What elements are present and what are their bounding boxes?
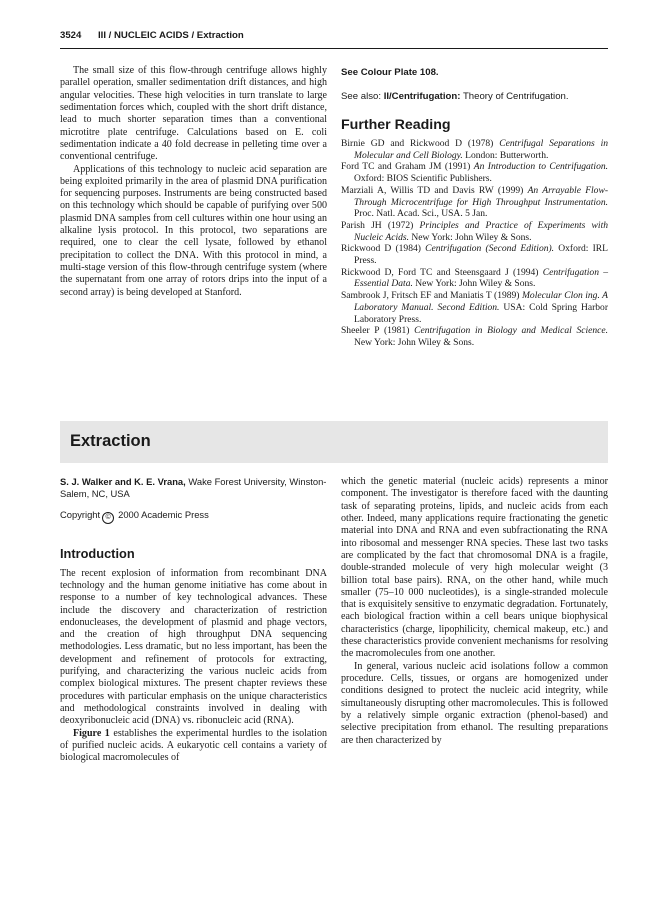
reference-item: Birnie GD and Rickwood D (1978) Centrifugal Separations in Molecular and Cell Biology. London: Butterworth. bbox=[341, 138, 609, 161]
body-paragraph: Figure 1 establishes the experimental hurdles to the isolation of purified nucleic acids. A eukaryotic cell contains a variety of biological macromolecules of bbox=[60, 727, 328, 764]
article-right-column bbox=[341, 476, 608, 747]
running-head bbox=[60, 28, 608, 49]
colour-plate-note: See Colour Plate 108. bbox=[341, 67, 439, 78]
see-also-link[interactable]: II/Centrifugation: bbox=[383, 91, 461, 102]
reference-item: Parish JH (1972) Principles and Practice of Experiments with Nucleic Acids. New York: John Wiley & Sons. bbox=[341, 219, 608, 243]
reference-item: Ford TC and Graham JM (1991) An Introduction to Centrifugation. Oxford: BIOS Scientific Publishers. bbox=[341, 161, 609, 185]
article-title-banner bbox=[60, 421, 608, 463]
author-line bbox=[60, 476, 327, 501]
body-paragraph: Applications of this technology to nucleic acid separation are being exploited primarily in the area of plasmid DNA purification for sequencing purposes. Instruments are being constructed based on this technology which should be capable of purifying over 500 plasmid DNA samples from cell cultures within one hour using an alkaline lysis protocol. In this protocol, two separations are required, one to clear the cell lysate, followed by ethanol precipitation to collect the DNA. With this protocol in mind, a multi-stage version of this flow-through centrifuge system (where the supernatant from one array of rotors drips into the input of a second array) is being developed at Stanford. bbox=[60, 163, 327, 298]
article-left-column bbox=[60, 476, 327, 765]
reference-item: Rickwood D, Ford TC and Steensgaard J (1994) Centrifugation – Essential Data. New York: John Wiley & Sons. bbox=[341, 266, 609, 290]
introduction-heading: Introduction bbox=[60, 545, 135, 561]
author-names: S. J. Walker and K. E. Vrana, bbox=[60, 476, 186, 487]
figure-reference[interactable]: Figure 1 bbox=[73, 727, 110, 739]
reference-item: Marziali A, Willis TD and Davis RW (1999) An Arrayable Flow-Through Microcentrifuge for High Throughput Instrumentation. Proc. Natl. Acad. Sci., USA. 5 Jan. bbox=[341, 184, 608, 220]
reference-item: Sheeler P (1981) Centrifugation in Biology and Medical Science. New York: John Wiley & Sons. bbox=[341, 325, 608, 348]
previous-article-right-column bbox=[341, 67, 608, 349]
page-number: 3524 bbox=[60, 30, 82, 41]
reference-list bbox=[341, 138, 608, 349]
reference-item: Sambrook J, Fritsch EF and Maniatis T (1989) Molecular Clon ing. A Laboratory Manual. Second Edition. USA: Cold Spring Harbor Laboratory Press. bbox=[341, 290, 609, 325]
further-reading-heading: Further Reading bbox=[341, 117, 451, 133]
author-affiliation: Wake Forest University, Winston-Salem, NC, USA bbox=[60, 476, 327, 500]
previous-article-left-column bbox=[60, 65, 327, 299]
body-paragraph: which the genetic material (nucleic acids) represents a minor component. The investigator is therefore faced with the daunting task of separating proteins, lipids, and nucleic acids from each other. Indeed, many applications require fractionating the genetic material into DNA and RNA and even subfractionating the RNA into ribosomal and messenger RNA species. These last two tasks are complicated by the fact that chromosomal DNA is a fragile, double-stranded molecule of very high molecular weight (3 billion total base pairs). RNA, on the other hand, while much smaller (75–10 000 nucleotides), is a single-stranded molecule that is exquisitely sensitive to enzymatic degradation. Fortunately, each biological fraction within a cell bears unique biophysical characteristics (charge, lipophilicity, chemical makeup, etc.) and these characteristics provide convenient mechanisms for resolving the macromolecules from one another. bbox=[341, 476, 608, 660]
reference-item: Rickwood D (1984) Centrifugation (Second Edition). Oxford: IRL Press. bbox=[341, 243, 608, 267]
body-paragraph: The recent explosion of information from recombinant DNA technology and the human genome initiative has come about in response to a number of key technological advances. These include the discovery and characterization of restriction endonucleases, the development of plasmid and phage vectors, and the creation of high throughput DNA sequencing methodologies. Less dramatic, but no less important, has been the development and refinement of protocols for extracting, purifying, and characterizing the various nucleic acids from complex biological mixtures. The present chapter reviews these procedures with particular emphasis on the unique characteristics and methodological constraints involved in dealing with deoxyribonucleic acid (DNA) vs. ribonucleic acid (RNA). bbox=[60, 567, 327, 727]
copyright-line: Copyright © 2000 Academic Press bbox=[60, 509, 327, 524]
see-also-note: See also: II/Centrifugation: Theory of Centrifugation. bbox=[341, 91, 569, 102]
section-path: III / NUCLEIC ACIDS / Extraction bbox=[98, 30, 244, 41]
article-title: Extraction bbox=[70, 432, 151, 450]
copyright-symbol: © bbox=[102, 512, 114, 524]
body-paragraph: The small size of this flow-through centrifuge allows highly parallel operation, smaller sedimentation drift distances, and high angular velocities. These high velocities in turn translate to large sedimentation forces which, coupled with the short drift distance, lead to much shorter separation times than a conventional microtitre plate centrifuge. Calculations based on E. coli sedimentation indicate a 40 fold decrease in pelleting time over a conventional centrifuge. bbox=[60, 65, 327, 163]
body-paragraph: In general, various nucleic acid isolations follow a common procedure. Cells, tissues, or organs are homogenized under conditions designed to protect the nucleic acid integrity, while simultaneously disrupting other macromolecules. This is followed by a relatively simple organic extraction (phenol-based) and selective precipitation from ethanol. The resulting preparations are then characterized by bbox=[341, 660, 608, 746]
